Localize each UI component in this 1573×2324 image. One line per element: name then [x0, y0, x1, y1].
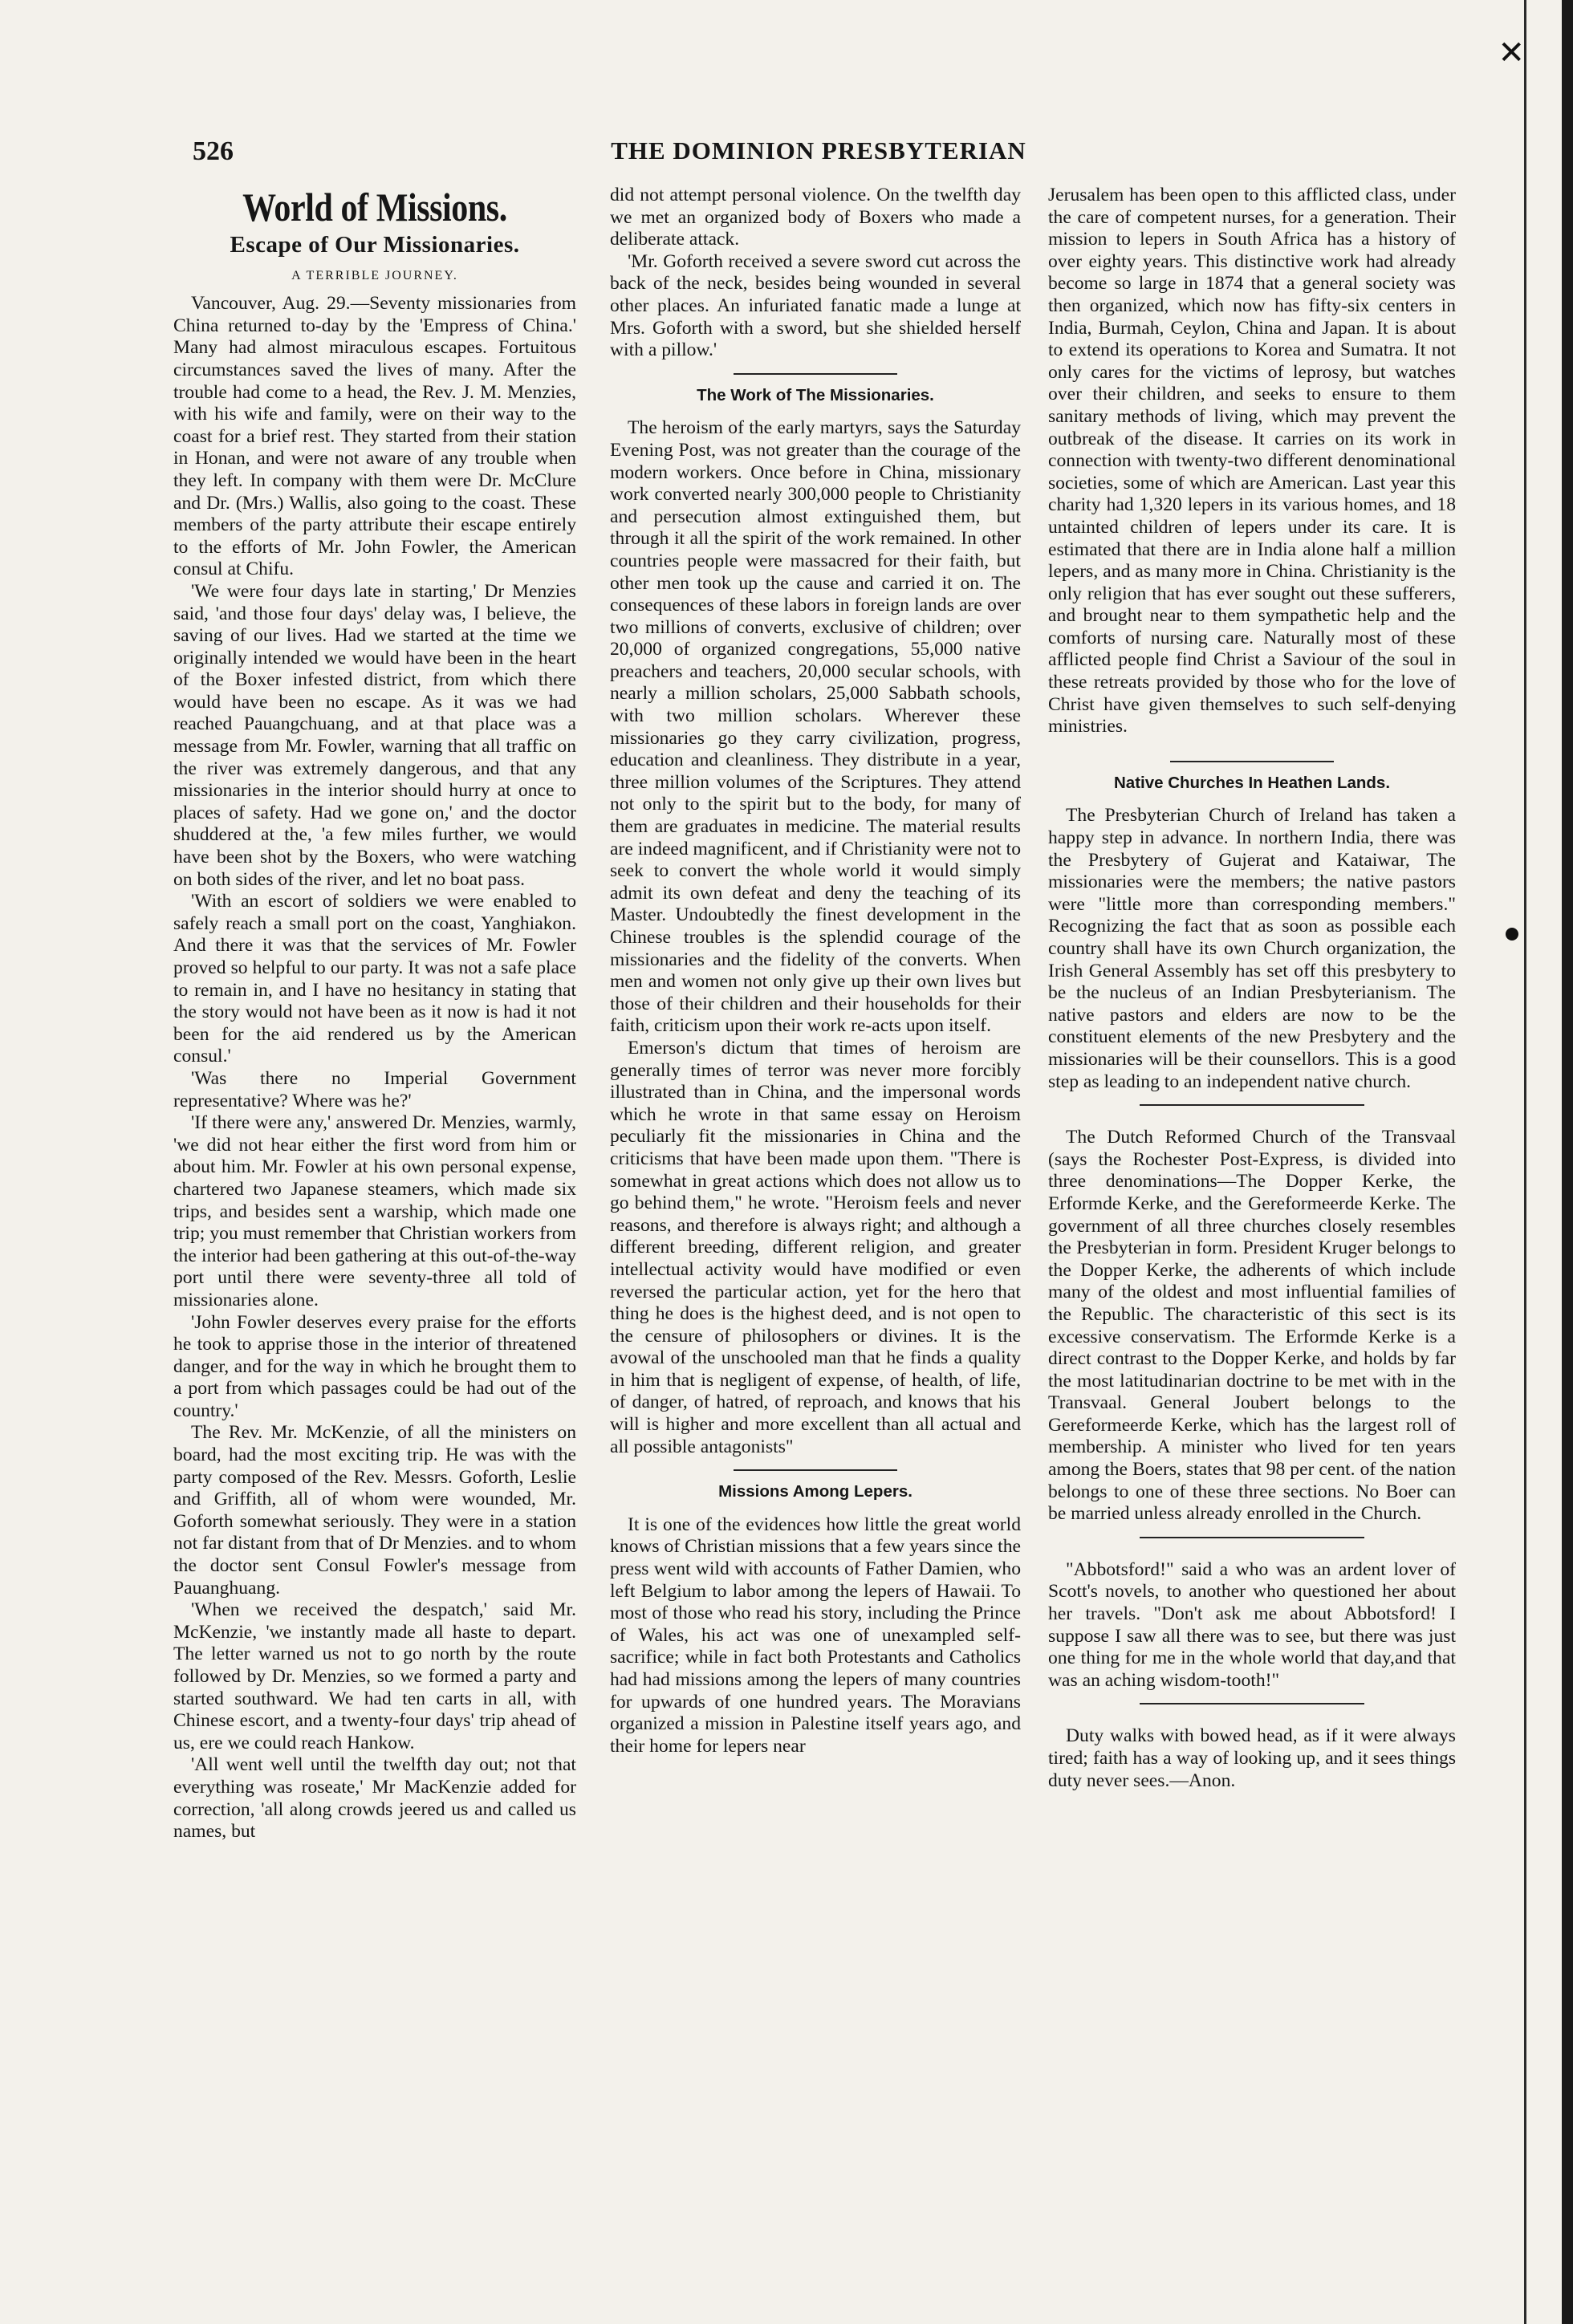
paragraph: 'Was there no Imperial Government representative? Where was he?': [173, 1067, 576, 1111]
page-number: 526: [193, 136, 234, 166]
section-title: World of Missions.: [242, 185, 507, 230]
scan-edge: [1562, 0, 1573, 2324]
divider: [1170, 761, 1333, 762]
running-head: THE DOMINION PRESBYTERIAN: [611, 136, 1026, 165]
paragraph: Emerson's dictum that times of heroism are generally times of terror was never more forcibly illustrated than in China, and the impersonal words which he wrote in that same essay on Heroism peculiarly fit the missionaries in China and the criticisms that have been made upon them. "There is somewhat in great actions which does not allow us to go behind them," he wrote. "Heroism feels and never reasons, and therefore is always right; and although a different breeding, different religion, and greater intellectual activity would have modified or even reversed the particular action, yet for the hero that thing he does is the highest deed, and is not open to the censure of philosophers or divines. It is the avowal of the unschooled man that he finds a quality in him that is negligent of expense, of health, of life, of danger, of hatred, of reproach, and knows that his will is higher and more excellent than all actual and all possible antagonists": [610, 1037, 1021, 1457]
margin-dot: [1506, 928, 1518, 941]
paragraph: 'If there were any,' answered Dr. Menzies, warmly, 'we did not hear either the first word from him or about him. Mr. Fowler at his own personal expense, chartered two Japanese steamers, which made six trips, and besides sent a warship, which made one trip; you must remember that Christian workers from the interior had been gathering at this out-of-the-way port until there were seventy-three all told of missionaries alone.: [173, 1112, 576, 1310]
column-1: [173, 185, 576, 1843]
article-heading: Missions Among Lepers.: [718, 1482, 913, 1501]
paragraph: Duty walks with bowed head, as if it were always tired; faith has a way of looking up, and it sees things duty never sees.—Anon.: [1048, 1725, 1456, 1791]
article-heading: Native Churches In Heathen Lands.: [1113, 773, 1391, 792]
paragraph: Jerusalem has been open to this afflicted class, under the care of competent nurses, for a generation. Their mission to lepers in South Africa has a history of over eighty years. This distinctive work had already become so large in 1874 that a general society was then organized, which now has fifty-six centers in India, Burmah, Ceylon, China and Japan. It is about to extend its operations to Korea and Sumatra. It not only cares for the victims of leprosy, but watches over their children, and seeks to ensure to them sanitary methods of living, which may prevent the outbreak of the disease. It carries on its work in connection with twenty-two different denominational societies, some of which are American. Last year this charity had 1,320 lepers in its various homes, and 18 untainted children of lepers under its care. It is estimated that there are in India alone half a million lepers, and as many more in China. Christianity is the only religion that has ever sought out these sufferers, and brought near to them sympathetic help and the comforts of nursing care. Naturally most of these afflicted people find Christ a Saviour of the soul in these retreats provided by those who for the love of Christ have given themselves to such self-denying ministries.: [1048, 185, 1456, 737]
article-title: Escape of Our Missionaries.: [230, 232, 520, 258]
column-2: [610, 185, 1021, 1757]
paragraph: "Abbotsford!" said a who was an ardent lover of Scott's novels, to another who questioned her about her travels. "Don't ask me about Abbotsford! I suppose I saw all there was to see, but there was just one thing for me in the whole world that day,and that was an aching wisdom-tooth!": [1048, 1558, 1456, 1691]
paragraph: 'We were four days late in starting,' Dr Menzies said, 'and those four days' delay was, I believe, the saving of our lives. Had we started at the time we originally intended we would have been in the heart of the Boxer infested district, from which there would have been no escape. As it was we had reached Pauangchuang, and at that place was a message from Mr. Fowler, warning that all traffic on the river was extremely dangerous, and that any missionaries in the interior should hurry at once to places of safety. Had we gone on,' and the doctor shuddered at the, 'a few miles further, we would have been shot by the Boxers, who were watching on both sides of the river, and let no boat pass.: [173, 580, 576, 890]
divider: [734, 373, 898, 375]
divider: [734, 1469, 898, 1471]
paragraph: 'John Fowler deserves every praise for the efforts he took to apprise those in the interior of threatened danger, and for the way in which he brought them to a port from which passages could be had out of the country.': [173, 1311, 576, 1421]
paragraph: The Presbyterian Church of Ireland has taken a happy step in advance. In northern India, there was the Presbytery of Gujerat and Kataiwar, The missionaries were the members; the native pastors were "little more than corresponding members." Recognizing the fact that as soon as possible each country shall have its own Church organization, the Irish General Assembly has set off this presbytery to be the nucleus of an Indian Presbyterianism. The native pastors and elders are now to be the constituent elements of the new Presbytery and the missionaries will be their counsellors. This is a good step as leading to an independent native church.: [1048, 805, 1456, 1092]
article-kicker: A TERRIBLE JOURNEY.: [291, 268, 458, 282]
paragraph: The Dutch Reformed Church of the Transvaal (says the Rochester Post-Express, is divided into three denominations—The Dopper Kerke, the Erformde Kerke, and the Gereformeerde Kerke. The government of all three churches closely resembles the Presbyterian in form. President Kruger belongs to the Dopper Kerke, the adherents of which include many of the oldest and most influential families of the Republic. The characteristic of this sect is its excessive conservatism. The Erformde Kerke is a direct contrast to the Dopper Kerke, and holds by far the most latitudinarian doctrine to be met with in the Transvaal. General Joubert belongs to the Gereformeerde Kerke, which has the largest roll of membership. A minister who lived for ten years among the Boers, states that 98 per cent. of the nation belongs to one of these three sections. No Boer can be married unless already enrolled in the Church.: [1048, 1127, 1456, 1525]
paragraph: did not attempt personal violence. On the twelfth day we met an organized body of Boxers who made a deliberate attack.: [610, 185, 1021, 250]
divider: [1140, 1104, 1364, 1106]
paragraph: Vancouver, Aug. 29.—Seventy missionaries from China returned to-day by the 'Empress of China.' Many had almost miraculous escapes. Fortuitous circumstances saved the lives of many. After the trouble had come to a head, the Rev. J. M. Menzies, with his wife and family, were on their way to the coast for a brief rest. They started from their station in Honan, and were not aware of any trouble when they left. In company with them were Dr. McClure and Dr. (Mrs.) Wallis, also going to the coast. These members of the party attribute their escape entirely to the efforts of Mr. John Fowler, the American consul at Chifu.: [173, 293, 576, 580]
paragraph: The Rev. Mr. McKenzie, of all the ministers on board, had the most exciting trip. He was with the party composed of the Rev. Messrs. Goforth, Leslie and Griffith, all of whom were wounded, Mr. Goforth somewhat seriously. They were in a station not far distant from that of Dr Menzies. and to whom the doctor sent Consul Fowler's message from Pauanghuang.: [173, 1422, 576, 1599]
paragraph: It is one of the evidences how little the great world knows of Christian missions that a few years since the press went wild with accounts of Father Damien, who left Belgium to labor among the lepers of Hawaii. To most of those who read his story, including the Prince of Wales, his act was one of unexampled self-sacrifice; while in fact both Protestants and Catholics had had missions among the lepers of many countries for upwards of one hundred years. The Moravians organized a mission in Palestine itself years ago, and their home for lepers near: [610, 1513, 1021, 1757]
binding-line: [1524, 0, 1526, 2324]
paragraph: 'Mr. Goforth received a severe sword cut across the back of the neck, besides being wounded in several other places. An infuriated fanatic made a lunge at Mrs. Goforth with a sword, but she shielded herself with a pillow.': [610, 250, 1021, 361]
paragraph: 'All went well until the twelfth day out; not that everything was roseate,' Mr MacKenzie added for correction, 'all along crowds jeered us and called us names, but: [173, 1754, 576, 1843]
divider: [1140, 1703, 1364, 1704]
column-3: [1048, 185, 1456, 1792]
paragraph: 'With an escort of soldiers we were enabled to safely reach a small port on the coast, Yanghiakon. And there it was that the services of Mr. Fowler proved so helpful to our party. It was not a safe place to remain in, and I have no hesitancy in stating that the story would not have been as it now is had it not been for the aid rendered us by the American consul.': [173, 891, 576, 1067]
divider: [1140, 1537, 1364, 1538]
paragraph: 'When we received the despatch,' said Mr. McKenzie, 'we instantly made all haste to depart. The letter warned us not to go north by the route followed by Dr. Menzies, so we formed a party and started southward. We had ten carts in all, with Chinese escort, and a twenty-four days' trip ahead of us, ere we could reach Hankow.: [173, 1599, 576, 1753]
paragraph: The heroism of the early martyrs, says the Saturday Evening Post, was not greater than the courage of the modern workers. Once before in China, missionary work converted nearly 300,000 people to Christianity and persecution almost extinguished them, but through it all the spirit of the work remained. In other countries people were massacred for their faith, but other men took up the cause and carried it on. The consequences of these labors in foreign lands are over two millions of converts, exclusive of children; over 20,000 of organized congregations, 55,000 native preachers and teachers, 20,000 secular schools, with nearly a million scholars, 25,000 Sabbath schools, with two million scholars. Wherever these missionaries go they carry civilization, progress, education and cleanliness. They distribute in a year, three million volumes of the Scriptures. They attend not only to the spirit but to the body, for many of them are graduates in medicine. The material results are indeed magnificent, and if Christianity were not to seek to convert the whole world it would simply admit its own defeat and deny the teaching of its Master. Undoubtedly the finest development in the Chinese troubles is the splendid courage of the missionaries and the fidelity of the converts. When men and women not only give up their own lives but those of their children and their households for their faith, criticism upon their work re-acts upon itself.: [610, 417, 1021, 1037]
article-heading: The Work of The Missionaries.: [697, 385, 934, 404]
close-icon[interactable]: ✕: [1498, 35, 1525, 71]
